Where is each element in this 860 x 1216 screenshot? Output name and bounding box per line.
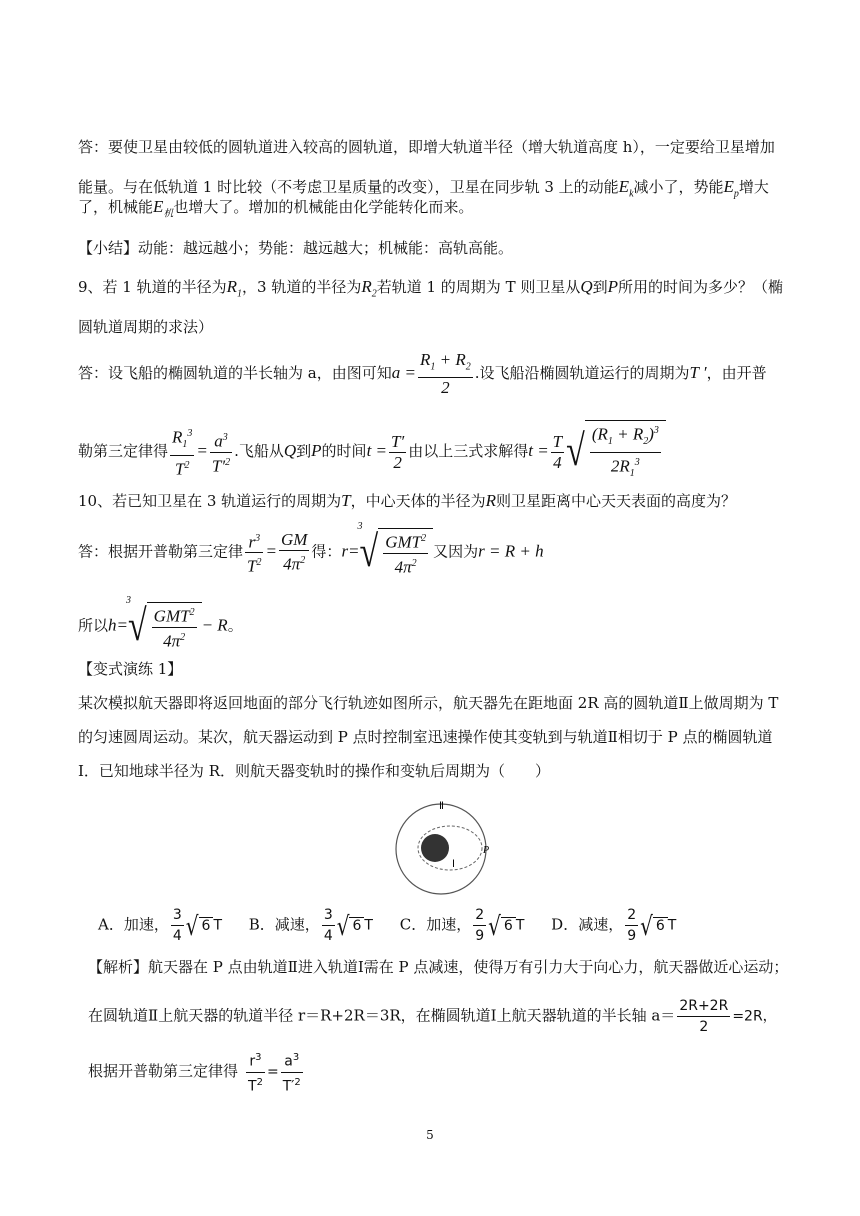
fraction-gm: $\frac{GM}{4\pi^2}$ [280,530,308,574]
cube-root-r: 3 √ $\frac{GMT^2}{4\pi^2}$ [360,528,434,577]
option-radical: √ 6 [337,909,365,943]
period-t-prime: T ′ [689,363,707,383]
text: 。 [227,616,243,635]
formula-t: t = [366,441,388,461]
text: .设飞船沿椭圆轨道运行的周期为 [474,364,690,383]
variant-line-1 [78,692,778,714]
point-q: Q [580,277,593,296]
text: 所以 [78,616,109,635]
option-label: B．减速， [248,915,320,934]
analysis-line-3 [88,1048,305,1096]
text: 【小结】动能：越远越小；势能：越远越大；机械能：高轨高能。 [78,239,514,257]
text: 圆轨道周期的求法） [78,318,214,336]
text: 的时间 [321,442,367,461]
fraction-a3-t2: $\frac{a^3}{T'^2}$ [281,1048,303,1096]
fraction-semi-major: $\frac{R_1 + R_2}{2}$ [419,350,471,398]
text: 所用的时间为多少？（椭 [618,278,784,296]
answer-options [98,905,698,946]
equals: = [196,441,208,461]
radius-r2: $R_2$ [361,277,377,300]
radical-result: √ $\frac{(R_1 + R_2)^3}{2R_1^3}$ [566,420,666,484]
text: 得： [311,542,342,561]
cube-root-h: 3 √ $\frac{GMT^2}{4\pi^2}$ [128,602,202,651]
answer-line-3 [78,196,473,225]
text: 根据开普勒第三定律得 [88,1062,239,1081]
fraction-semi-major-axis: $\frac{2R+2R}{2}$ [679,998,729,1035]
option-suffix: T [667,917,677,934]
answer-9-line-1 [78,350,767,398]
text: I．已知地球半径为 R．则航天器变轨时的操作和变轨后周期为（ ） [78,762,550,780]
text: 减小了，势能 [633,178,724,196]
fraction-r3-t2: $\frac{r^3}{T^2}$ [246,1048,265,1096]
text: 又因为 [433,542,479,561]
analysis-line-2 [88,996,777,1037]
fraction-t-over-4: $\frac{T}{4}$ [552,431,563,472]
option-fraction: $\frac{3}{4}$ [172,907,182,944]
variant-line-3 [78,760,550,782]
radius-r: R [485,491,497,510]
option-suffix: T [515,917,525,934]
text: ，3 轨道的半径为 [242,278,362,296]
equals: = [265,541,277,561]
option-label: A．加速， [98,915,169,934]
text: 若轨道 1 的周期为 T 则卫星从 [376,278,581,296]
kepler-fraction-left: $\frac{R_1^3}{T^2}$ [170,424,194,480]
summary-line [78,237,513,259]
text: 增大 [738,178,769,196]
text: .飞船从 [234,442,284,461]
text: 9、若 1 轨道的半径为 [78,278,227,296]
point-p: P [607,277,619,296]
option-fraction: $\frac{2}{9}$ [627,907,637,944]
text: 的匀速圆周运动。某次，航天器运动到 P 点时控制室迅速操作使其变轨到与轨道Ⅱ相切于 P 点的椭圆轨道 [78,728,773,746]
option-c[interactable] [400,905,525,946]
point-q: Q [283,441,297,461]
text: 到 [296,442,312,461]
question-9-line-2 [78,316,213,338]
option-suffix: T [213,917,222,934]
orbit-2-label: Ⅱ [439,801,444,812]
option-suffix: T [364,917,373,934]
text: 答：根据开普勒第三定律 [78,542,244,561]
answer-line-1 [78,136,775,158]
answer-9-line-2 [78,420,666,484]
point-p-label: P [483,845,490,856]
option-fraction: $\frac{2}{9}$ [475,907,485,944]
text: 则卫星距离中心天天表面的高度为？ [496,492,737,510]
text: 【解析】航天器在 P 点由轨道Ⅱ进入轨道Ⅰ需在 P 点减速，使得万有引力大于向心力，航天器做近心运动； [88,958,789,976]
formula-t-result: t = [528,441,549,461]
radius-r1: $R_1$ [226,277,243,300]
option-b[interactable] [249,905,373,946]
fraction-half-period: $\frac{T'}{2}$ [391,431,405,472]
text: 能量。与在低轨道 1 时比较（不考虑卫星质量的改变），卫星在同步轨 3 上的动能 [78,178,619,196]
minus-r: − R [201,615,228,635]
text: 也增大了。增加的机械能由化学能转化而来。 [173,198,474,216]
text: 答：要使卫星由较低的圆轨道进入较高的圆轨道，即增大轨道半径（增大轨道高度 h），一定要给卫星增加 [78,138,775,156]
option-d[interactable] [551,905,676,946]
option-label: D．减速， [551,915,624,934]
variant-line-2 [78,726,772,748]
question-10-line [78,490,736,512]
text: =2R， [732,1008,777,1025]
potential-energy-symbol: $E_p$ [723,177,739,200]
mechanical-energy-symbol: $E_机$ [153,197,174,220]
text: 由以上三式求解得 [408,442,529,461]
analysis-line-1 [88,956,788,978]
answer-10-line-2 [78,595,243,651]
point-p: P [311,441,322,461]
text: 到 [592,278,608,296]
formula-h: h= [108,615,128,635]
formula-r: r= [341,541,360,561]
text: 了，机械能 [78,198,154,216]
option-radical: √ 6 [488,909,516,943]
text: 某次模拟航天器即将返回地面的部分飞行轨迹如图所示，航天器先在距地面 2R 高的圆轨道Ⅱ上做周期为 T [78,694,779,712]
orbit-diagram [385,797,501,901]
text: ，由开普 [706,364,767,383]
option-fraction: $\frac{3}{4}$ [323,907,333,944]
text: 答：设飞船的椭圆轨道的半长轴为 a，由图可知 [78,364,392,383]
period-t: T [341,491,351,510]
answer-10-line-1 [78,521,544,577]
equals: = [266,1064,279,1081]
option-radical: √ 6 [186,909,214,943]
formula-a: a = [391,363,416,383]
formula-r-sum: r = R + h [478,541,544,561]
earth-circle [421,834,449,862]
text: 在圆轨道Ⅱ上航天器的轨道半径 r＝R+2R＝3R，在椭圆轨道Ⅰ上航天器轨道的半长轴 a＝ [88,1006,676,1025]
option-label: C．加速， [399,915,472,934]
option-a[interactable] [98,905,222,946]
kinetic-energy-symbol: $E_k$ [618,177,634,200]
page-number: 5 [426,1128,434,1142]
option-radical: √ 6 [640,909,668,943]
kepler-fraction-right: $\frac{a^3}{T'^2}$ [210,428,232,476]
text: ，中心天体的半径为 [350,492,486,510]
text: 【变式演练 1】 [78,660,183,678]
text: 10、若已知卫星在 3 轨道运行的周期为 [78,492,342,510]
text: 勒第三定律得 [78,442,169,461]
orbit-1-label: Ⅰ [452,859,455,870]
variant-title [78,658,182,680]
question-9-line-1 [78,276,783,305]
fraction-r3-t2: $\frac{r^3}{T^2}$ [245,529,263,577]
